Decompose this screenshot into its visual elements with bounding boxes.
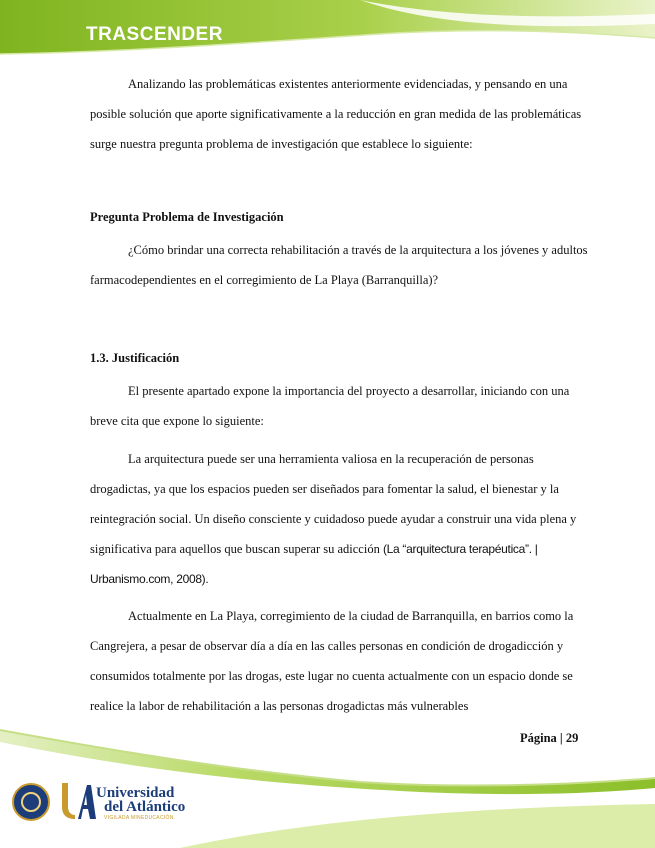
ua-monogram-icon <box>58 781 96 821</box>
university-seal <box>12 783 50 821</box>
question-paragraph: ¿Cómo brindar una correcta rehabilitación a través de la arquitectura a los jóvenes y adultos farmacodependientes en el corregimiento de La Playa (Barranquilla)? <box>90 243 588 287</box>
question-heading: Pregunta Problema de Investigación <box>90 210 284 224</box>
university-name-line1: Universidad <box>96 785 175 801</box>
justification-intro: El presente apartado expone la importancia del proyecto a desarrollar, iniciando con una breve cita que expone lo siguiente: <box>90 384 570 428</box>
page-number: Página | 29 <box>520 731 579 745</box>
intro-paragraph: Analizando las problemáticas existentes anteriormente evidenciadas, y pensando en una posible solución que aporte significativamente a la reducción en gran medida de las problemáticas surge nuestra pregunta problema de investigación que establece lo siguiente: <box>90 77 582 151</box>
justification-heading: 1.3. Justificación <box>90 351 180 365</box>
brand-title: TRASCENDER <box>86 24 223 45</box>
quote-citation: (La “arquitectura terapéutica”. | Urbanismo.com, 2008). <box>90 542 538 586</box>
quote-text: La arquitectura puede ser una herramienta valiosa en la recuperación de personas drogadictas, ya que los espacios pueden ser diseñados para fomentar la salud, el bienestar y la reintegración social. Un diseño consciente y cuidadoso puede ayudar a construir una vida plena y significativa para aquellos que buscan superar su adicción <box>90 452 577 556</box>
university-name-line2: del Atlántico <box>104 799 186 815</box>
university-name <box>96 786 185 814</box>
university-tagline: VIGILADA MINEDUCACIÓN <box>104 815 174 821</box>
last-paragraph: Actualmente en La Playa, corregimiento de la ciudad de Barranquilla, en barrios como la Cangrejera, a pesar de observar día a día en las calles personas en condición de drogadicción y consumidos totalmente por las drogas, este lugar no cuenta actualmente con un espacio donde se realice la labor de rehabilitación a las personas drogadictas más vulnerables <box>90 609 574 713</box>
footer-band <box>0 712 655 848</box>
quote-paragraph <box>90 444 590 594</box>
